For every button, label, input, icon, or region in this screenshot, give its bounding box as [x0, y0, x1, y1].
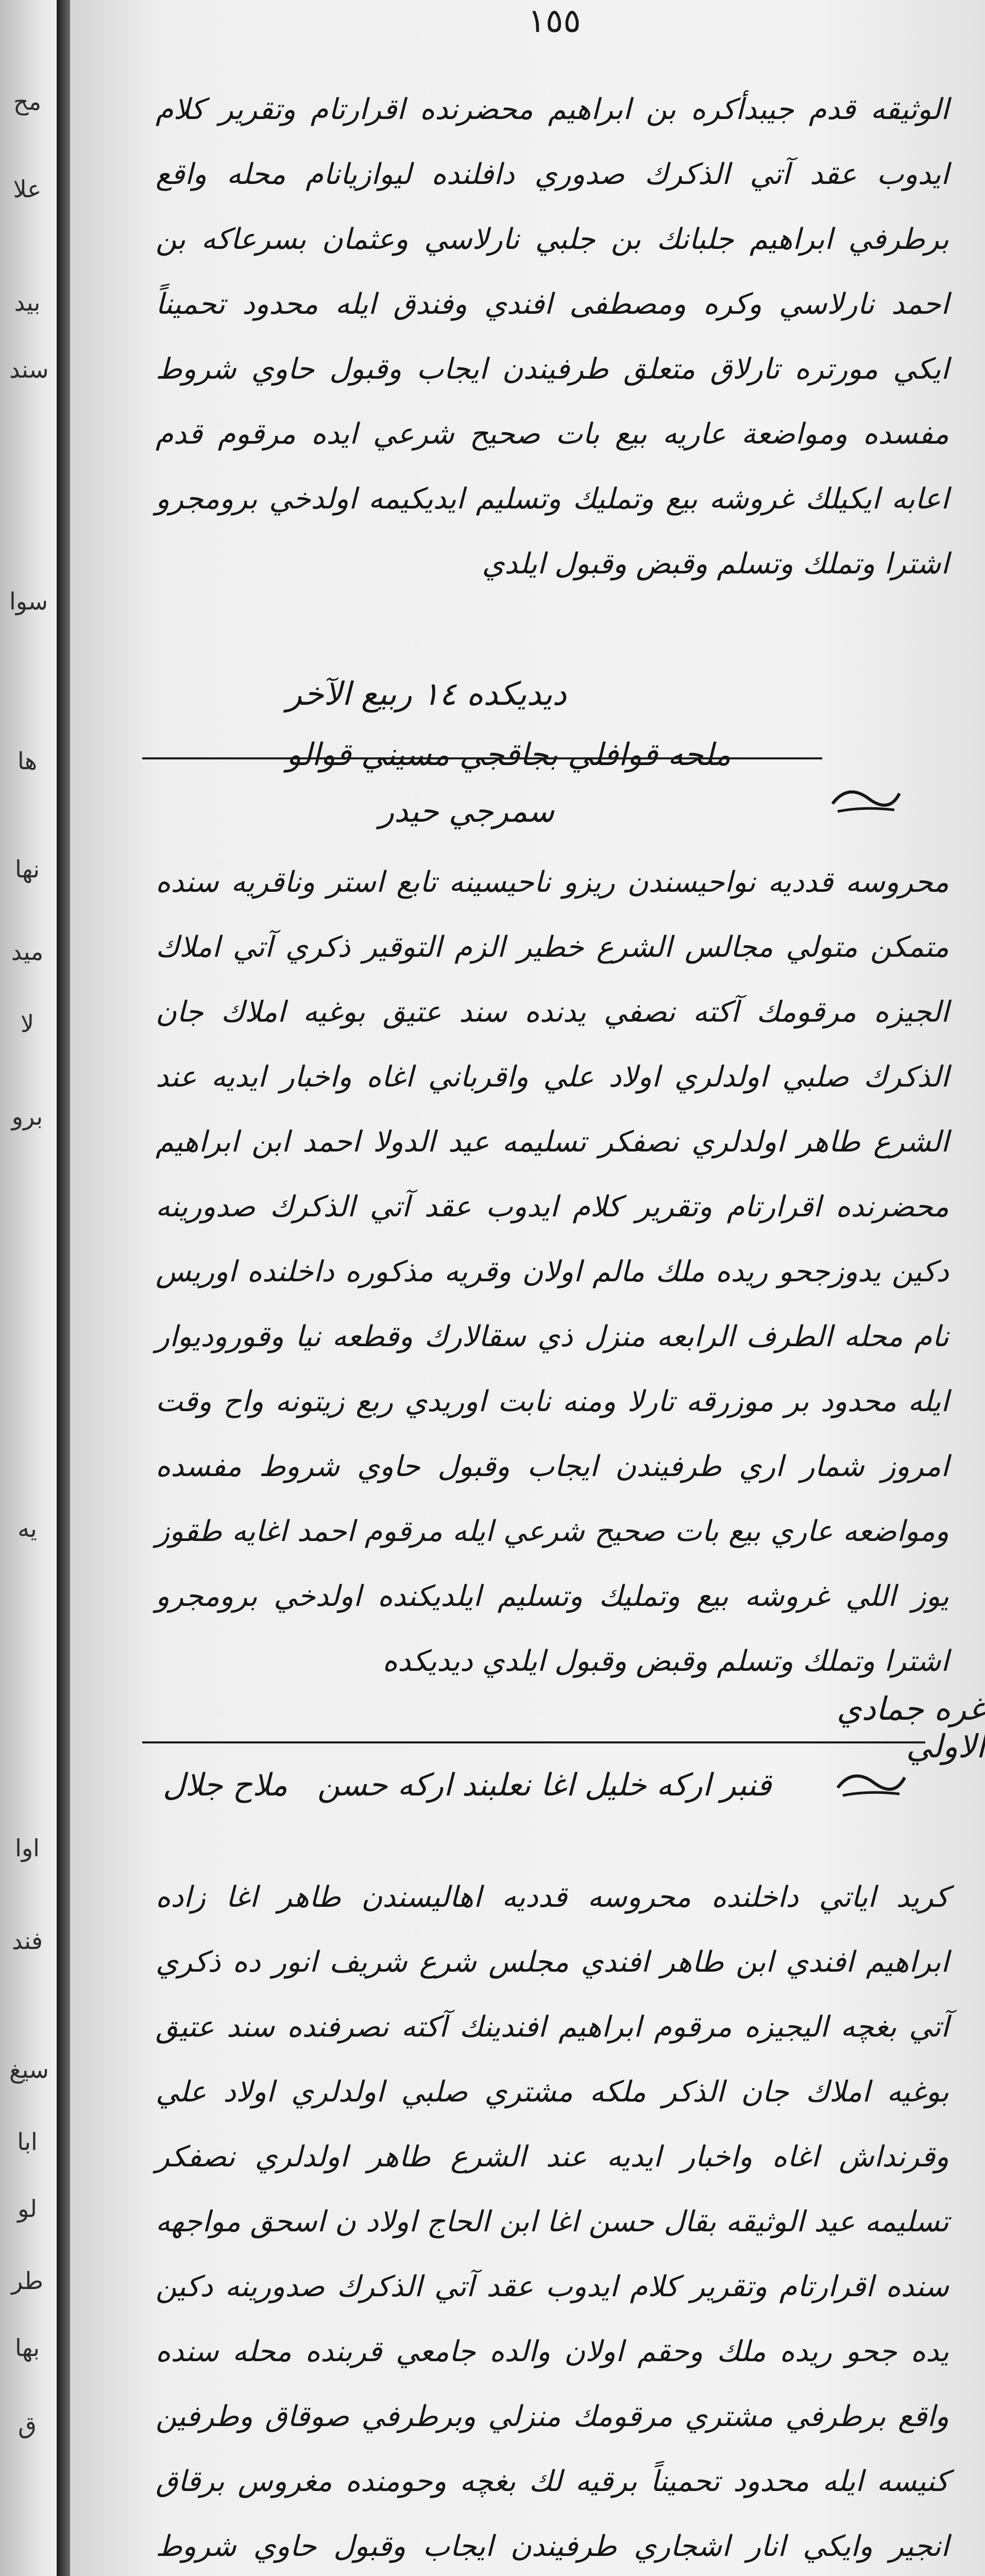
margin-fragment: طر [11, 2267, 43, 2295]
entry-3-text: كريد اياتي داخلنده محروسه قدديه اهاليسندن طاهر اغا زاده ابراهيم افندي ابن طاهر افندي مجلس شرع شريف انور ده ذكري آتي بغچه اليجيزه مرقوم ابراهيم افندينك آكته نصرفنده سند عتيق بوغيه املاك جان الذكر ملكه مشتري صلبي اولدلري اولاد علي وقرنداش اغاه واخبار ايديه عند الشرع طاهر اولدلري نصفكر تسليمه عيد الوثيقه بقال حسن اغا ابن الحاج اولاد ن اسحق مواجهه سنده اقرارتام وتقرير كلام ايدوب عقد آتي الذكرك صدورينه دكين يده جحو ريده ملك وحقم اولان والده جامعي قربنده محله سنده واقع برطرفي مشتري مرقومك منزلي وبرطرفي صوقاق وطرفين كنيسه ايله محدود تحميناً برقيه لك بغچه وحومنده مغروس برقاق انجير وايكي انار اشجاري طرفيندن ايجاب وقبول حاوي شروط [156, 1880, 949, 2563]
margin-fragment: ها [17, 747, 38, 775]
page-number: ١٥٥ [528, 2, 581, 40]
margin-fragment: نها [14, 855, 40, 883]
margin-fragment: ميد [11, 938, 44, 965]
entry-1-date: ديديكده ١٤ ربيع الآخر [286, 675, 567, 713]
previous-page-margin [0, 0, 58, 2576]
entry-3-heading-left: ملاح جلال [163, 1767, 288, 1803]
margin-fragment: ابا [17, 2128, 38, 2156]
margin-fragment: بها [14, 2334, 40, 2362]
entry-2-heading-left: ملحه قوافلي بجاقجي مسيني قوالو [286, 737, 731, 773]
margin-fragment: فند [11, 1927, 43, 1955]
entry-2-text: محروسه قدديه نواحيسندن ريزو ناحيسينه تابع استر وناقريه سنده متمكن متولي مجالس الشرع خطير الزم التوقير ذكري آتي املاك الجيزه مرقومك آكته نصفي يدنده سند عتيق بوغيه املاك جان الذكرك صلبي اولدلري اولاد علي واقرباني اغاه واخبار ايديه عند الشرع طاهر اولدلري نصفكر تسليمه عيد الدولا احمد ابن ابراهيم محضرنده اقرارتام وتقرير كلام ايدوب عقد آتي الذكرك صدورينه دكين يدوزجحو ريده ملك مالم اولان وقريه مذكوره داخلنده اوريس نام محله الطرف الرابعه منزل ذي سقالارك وقطعه نيا وقوروديوار ايله محدود بر موزرقه تارلا ومنه نابت اوريدي ربع زيتونه واح وقت امروز شمار اري طرفيندن ايجاب وقبول حاوي شروط مفسده ومواضعه عاري بيع بات صحيح شرعي ايله مرقوم احمد اغايه طقوز يوز اللي غروشه بيع وتمليك وتسليم ايلديكنده اولدخي برومجرو اشترا وتملك وتسلم وقبض وقبول ايلدي ديديكده [156, 866, 949, 1678]
entry-2-date: غره جمادي الاولي [836, 1690, 985, 1765]
margin-fragment: بيد [14, 289, 41, 316]
entry-3-mark-icon [833, 1762, 910, 1803]
binding-gutter [57, 0, 70, 2576]
margin-fragment: ق [18, 2411, 37, 2439]
register-page [70, 0, 985, 2576]
margin-fragment: لو [18, 2195, 37, 2223]
margin-fragment: لا [20, 1010, 35, 1038]
entry-3-heading-right: قنبر اركه خليل اغا نعلبند اركه حسن [317, 1767, 772, 1803]
margin-fragment: اوا [15, 1834, 40, 1862]
entry-1-text: الوثيقه قدم جيبدأكره بن ابراهيم محضرنده اقرارتام وتقرير كلام ايدوب عقد آتي الذكرك صدوري دافلنده ليوازيانام محله واقع برطرفي ابراهيم جلبانك بن جلبي نارلاسي وعثمان بسرعاكه بن احمد نارلاسي وكره ومصطفى افندي وفندق ايله محدود تحميناً ايكي مورتره تارلاق متعلق طرفيندن ايجاب وقبول حاوي شروط مفسده ومواضعة عاريه بيع بات صحيح شرعي ايده مرقوم قدم اعابه ايكيلك غروشه بيع وتمليك وتسليم ايديكيمه اولدخي برومجرو اشترا وتملك وتسلم وقبض وقبول ايلدي [156, 93, 949, 581]
margin-fragment: سوا [9, 587, 48, 615]
margin-fragment: علا [13, 175, 42, 203]
entry-2-heading-right: سمرجي حيدر [379, 793, 554, 829]
margin-fragment: سيغ [9, 2056, 49, 2083]
margin-fragment: سند [9, 355, 49, 383]
entry-2-mark-icon [827, 778, 905, 819]
margin-fragment: يه [18, 1515, 37, 1543]
margin-fragment: برو [11, 1103, 43, 1130]
entry-separator [142, 1741, 925, 1743]
margin-fragment: مح [13, 88, 42, 115]
